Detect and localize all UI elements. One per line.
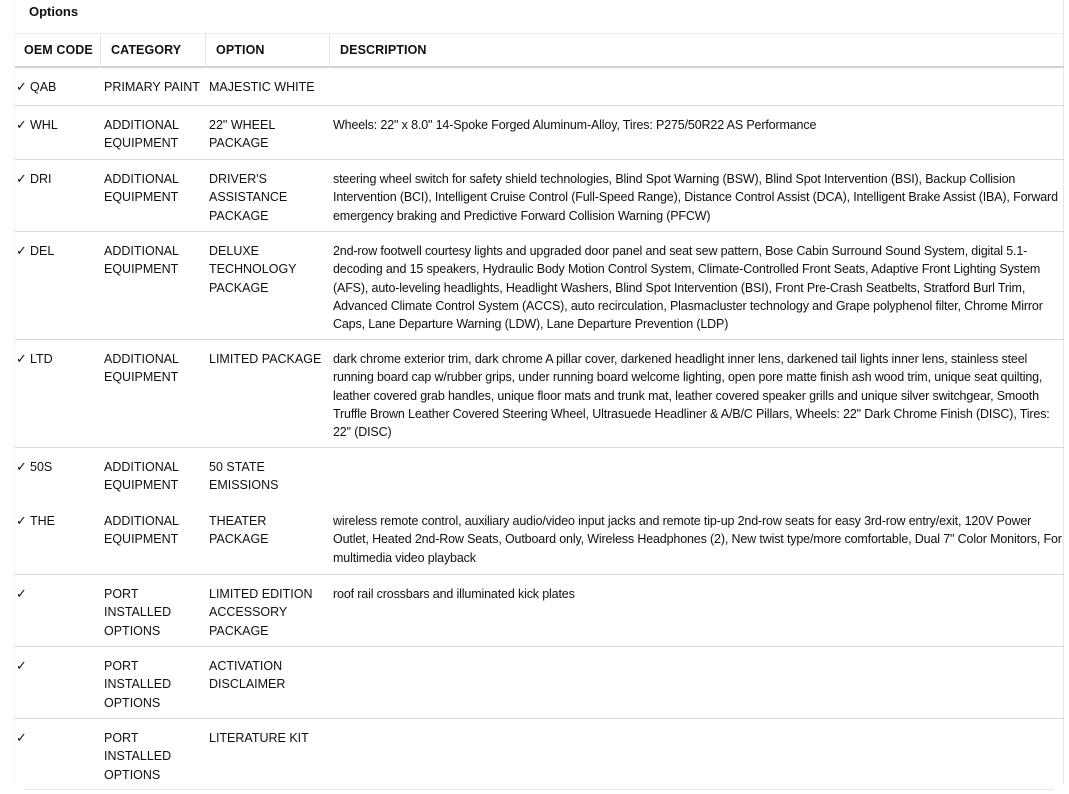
- description-cell: steering wheel switch for safety shield technologies, Blind Spot Warning (BSW), Blind Spot Intervention (BSI), Backup Collision Intervention (BCI), Intelligent Cruise Control (Full-Speed Range), Distance Control Assist (DCA), Intelligent Brake Assist (IBA), Forward emergency braking and Predictive Forward Collision Warning (PFCW): [333, 172, 1058, 223]
- column-header-oem-code: OEM CODE: [24, 43, 93, 57]
- options-panel: [14, 0, 1064, 784]
- oem-code-cell: ✓ WHL: [16, 116, 58, 134]
- description-cell: roof rail crossbars and illuminated kick plates: [333, 587, 575, 601]
- table-row: [15, 106, 1064, 160]
- description-cell: 2nd-row footwell courtesy lights and upgraded door panel and seat sew pattern, Bose Cabin Surround Sound System, digital 5.1-decoding and 15 speakers, Hydraulic Body Motion Control System, Climate-Controlled Front Seats, Adaptive Front Lighting System (AFS), auto-leveling headlights, Headlight Washers, Blind Spot Intervention (BSI), Front Pre-Crash Seatbelts, Stratford Burl Trim, Advanced Climate Control System (ACCS), auto recirculation, Plasmacluster technology and Grape polyphenol filter, Chrome Mirror Caps, Lane Departure Warning (LDW), Lane Departure Prevention (LDP): [333, 244, 1043, 332]
- check-icon: ✓: [16, 459, 27, 474]
- section-title: Options: [29, 4, 79, 19]
- oem-code-cell: [16, 729, 30, 747]
- category-cell: ADDITIONAL EQUIPMENT: [104, 460, 179, 493]
- category-cell: ADDITIONAL EQUIPMENT: [104, 172, 179, 205]
- column-divider: [205, 34, 206, 67]
- description-cell: dark chrome exterior trim, dark chrome A pillar cover, darkened headlight inner lens, darkened tail lights inner lens, stainless steel running board cap w/rubber grips, under running board welcome lighting, open pore matte finish ash wood trim, unique seat quilting, leather covered grab handles, unique floor mats and trunk mat, leather covered speaker grills and unique silver switchgear, Smooth Truffle Brown Leather Covered Steering Wheel, Ultrasuede Headliner & A/B/C Pillars, Wheels: 22" Dark Chrome Finish (DISC), Tires: 22" (DISC): [333, 352, 1050, 440]
- check-icon: ✓: [16, 658, 27, 673]
- category-cell: ADDITIONAL EQUIPMENT: [104, 514, 179, 547]
- table-row: [15, 68, 1064, 106]
- description-cell: Wheels: 22" x 8.0" 14-Spoke Forged Aluminum-Alloy, Tires: P275/50R22 AS Performance: [333, 118, 817, 132]
- check-icon: ✓: [16, 243, 27, 258]
- oem-code-cell: ✓ DEL: [16, 242, 54, 260]
- check-icon: ✓: [16, 586, 27, 601]
- column-divider: [329, 34, 330, 67]
- oem-code-cell: ✓ LTD: [16, 350, 53, 368]
- table-row: [15, 502, 1064, 575]
- option-cell: MAJESTIC WHITE: [209, 80, 315, 94]
- option-cell: DELUXE TECHNOLOGY PACKAGE: [209, 244, 297, 295]
- table-row: [15, 232, 1064, 340]
- category-cell: PORT INSTALLED OPTIONS: [104, 731, 172, 782]
- option-cell: ACTIVATION DISCLAIMER: [209, 659, 286, 692]
- option-cell: LIMITED PACKAGE: [209, 352, 322, 366]
- check-icon: ✓: [16, 730, 27, 745]
- column-header-description: DESCRIPTION: [340, 43, 427, 57]
- divider: [24, 789, 1054, 790]
- category-cell: ADDITIONAL EQUIPMENT: [104, 118, 179, 151]
- description-cell: wireless remote control, auxiliary audio/video input jacks and remote tip-up 2nd-row seats for easy 3rd-row entry/exit, 120V Power Outlet, Heated 2nd-Row Seats, Outboard only, Wireless Headphones (2), New twist type/more comfortable, Dual 7" Color Monitors, For multimedia video playback: [333, 514, 1062, 565]
- column-divider: [100, 34, 101, 67]
- option-cell: 22" WHEEL PACKAGE: [209, 118, 275, 151]
- check-icon: ✓: [16, 117, 27, 132]
- oem-code-cell: ✓ QAB: [16, 78, 56, 96]
- oem-code-cell: ✓ DRI: [16, 170, 52, 188]
- check-icon: ✓: [16, 351, 27, 366]
- option-cell: LIMITED EDITION ACCESSORY PACKAGE: [209, 587, 313, 638]
- check-icon: ✓: [16, 513, 27, 528]
- table-header: [15, 33, 1064, 68]
- check-icon: ✓: [16, 171, 27, 186]
- oem-code-cell: [16, 585, 30, 603]
- option-cell: THEATER PACKAGE: [209, 514, 269, 547]
- category-cell: PRIMARY PAINT: [104, 80, 200, 94]
- option-cell: LITERATURE KIT: [209, 731, 309, 745]
- option-cell: DRIVER'S ASSISTANCE PACKAGE: [209, 172, 288, 223]
- oem-code-cell: ✓ 50S: [16, 458, 52, 476]
- category-cell: ADDITIONAL EQUIPMENT: [104, 352, 179, 385]
- table-row: [15, 160, 1064, 232]
- column-header-option: OPTION: [216, 43, 265, 57]
- oem-code-cell: ✓ THE: [16, 512, 55, 530]
- table-row: [15, 340, 1064, 448]
- table-row: [15, 448, 1064, 502]
- category-cell: PORT INSTALLED OPTIONS: [104, 659, 172, 710]
- category-cell: PORT INSTALLED OPTIONS: [104, 587, 172, 638]
- table-row: [15, 719, 1064, 784]
- oem-code-cell: [16, 657, 30, 675]
- category-cell: ADDITIONAL EQUIPMENT: [104, 244, 179, 277]
- column-header-category: CATEGORY: [111, 43, 182, 57]
- check-icon: ✓: [16, 79, 27, 94]
- table-row: [15, 575, 1064, 647]
- table-row: [15, 647, 1064, 719]
- option-cell: 50 STATE EMISSIONS: [209, 460, 279, 493]
